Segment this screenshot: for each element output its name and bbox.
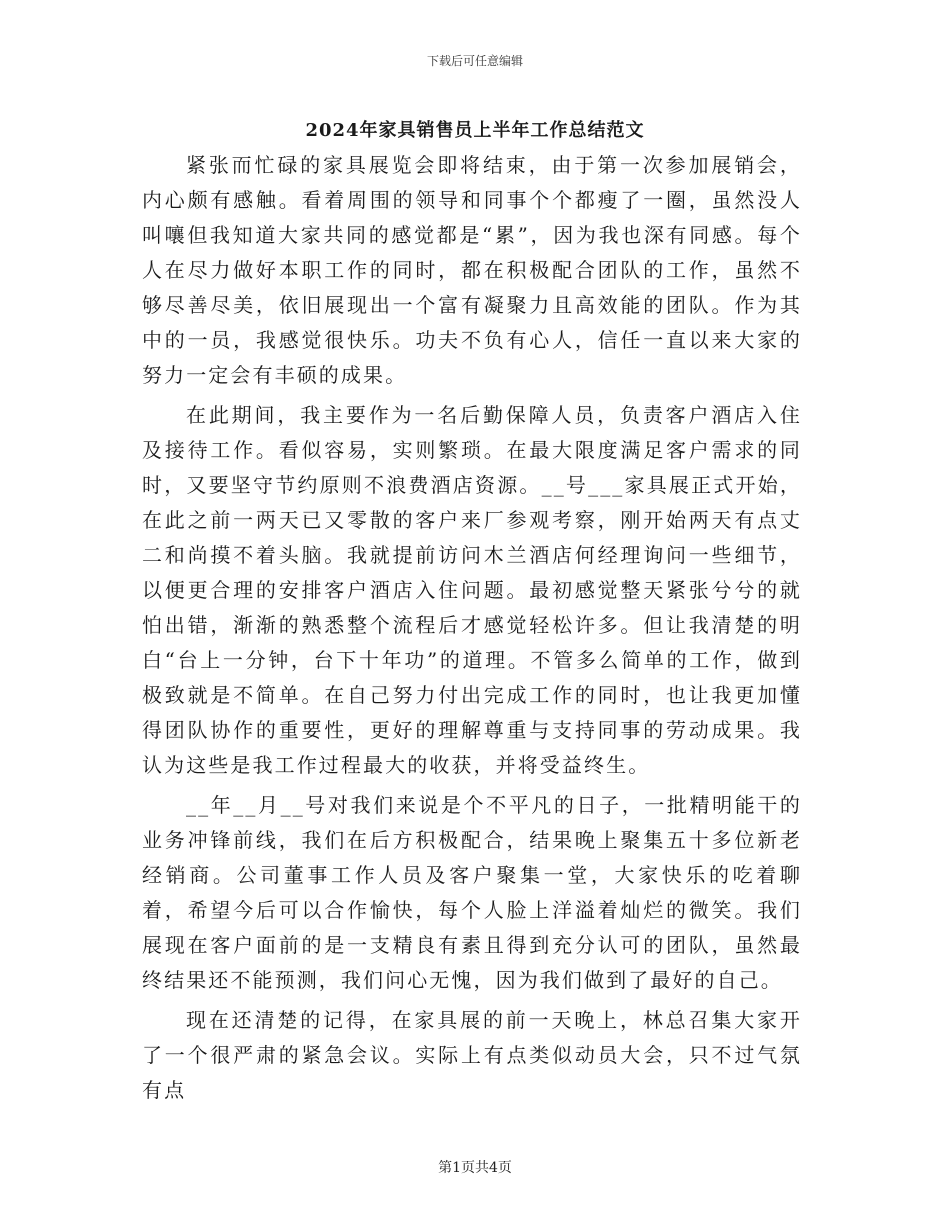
document-body (142, 148, 802, 1113)
paragraph: __年__月__号对我们来说是个不平凡的日子，一批精明能干的业务冲锋前线，我们在后方积极配合，结果晚上聚集五十多位新老经销商。公司董事工作人员及客户聚集一堂，大家快乐的吃着聊着，希望今后可以合作愉快，每个人脸上洋溢着灿烂的微笑。我们展现在客户面前的是一支精良有素且得到充分认可的团队，虽然最终结果还不能预测，我们问心无愧，因为我们做到了最好的自己。 (142, 793, 802, 992)
paragraph: 紧张而忙碌的家具展览会即将结束，由于第一次参加展销会，内心颇有感触。看着周围的领导和同事个个都瘦了一圈，虽然没人叫嚷但我知道大家共同的感觉都是“累”，因为我也深有同感。每个人在尽力做好本职工作的同时，都在积极配合团队的工作，虽然不够尽善尽美，依旧展现出一个富有凝聚力且高效能的团队。作为其中的一员，我感觉很快乐。功夫不负有心人，信任一直以来大家的努力一定会有丰硕的成果。 (142, 153, 802, 387)
document-title: 2024年家具销售员上半年工作总结范文 (305, 120, 645, 141)
page-number: 第1页共4页 (438, 1160, 512, 1176)
page-header-note: 下载后可任意编辑 (426, 54, 523, 68)
paragraph: 在此期间，我主要作为一名后勤保障人员，负责客户酒店入住及接待工作。看似容易，实则繁琐。在最大限度满足客户需求的同时，又要坚守节约原则不浪费酒店资源。__号___家具展正式开始，在此之前一两天已又零散的客户来厂参观考察，刚开始两天有点丈二和尚摸不着头脑。我就提前访问木兰酒店何经理询问一些细节，以便更合理的安排客户酒店入住问题。最初感觉整天紧张兮兮的就怕出错，渐渐的熟悉整个流程后才感觉轻松许多。但让我清楚的明白“台上一分钟，台下十年功”的道理。不管多么简单的工作，做到极致就是不简单。在自己努力付出完成工作的同时，也让我更加懂得团队协作的重要性，更好的理解尊重与支持同事的劳动成果。我认为这些是我工作过程最大的收获，并将受益终生。 (142, 403, 802, 777)
paragraph: 现在还清楚的记得，在家具展的前一天晚上，林总召集大家开了一个很严肃的紧急会议。实际上有点类似动员大会，只不过气氛有点 (142, 1008, 802, 1102)
